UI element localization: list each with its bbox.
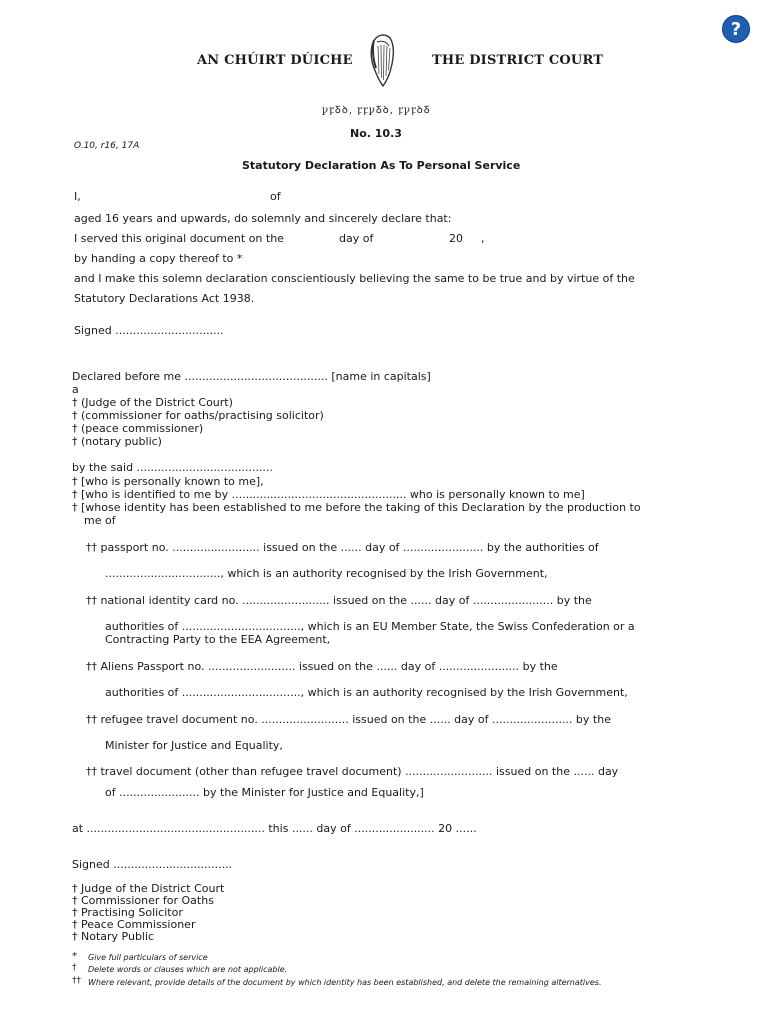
handing-copy-statement: by handing a copy thereof to * [74,252,243,265]
before-option-commissioner: † (commissioner for oaths/practising solicitor) [72,409,324,422]
officer-signature-line: Signed .................................. [72,858,233,871]
help-icon: ? [730,19,742,40]
passport-line: †† passport no. ......................... issued on the ...... day of ....................... by the authorities of [86,541,599,554]
passport-authority-line: ................................., which is an authority recognised by the Irish Government, [105,567,548,580]
by-the-said-line: by the said ....................................... [72,461,273,474]
aliens-passport-authority-line: authorities of .................................., which is an authority recognised by the Irish Government, [105,686,628,699]
footnote-mark-star: * [72,951,77,962]
footnote-mark-dagger: † [72,963,77,973]
act-reference: Statutory Declarations Act 1938. [74,292,255,305]
aliens-passport-line: †† Aliens Passport no. ......................... issued on the ...... day of ....................... by the [86,660,558,673]
gaelic-script-line: ꝩꝼꝽꝺ, ꝼꝼꝩꝽꝺ, ꝼꝩꝼꝺꝽ [322,105,431,116]
identity-option-identified: † [who is identified to me by .................................................. who is personally known to me] [72,488,585,501]
help-button[interactable] [722,15,750,43]
age-statement: aged 16 years and upwards, do solemnly and sincerely declare that: [74,212,452,225]
signatory-commissioner: † Commissioner for Oaths [72,894,214,907]
court-name-english: THE DISTRICT COURT [432,53,604,68]
declared-before-line: Declared before me ......................................... [name in capitals] [72,370,431,383]
national-id-authority-line: authorities of .................................., which is an EU Member State, the Swiss Confederation or a [105,620,635,633]
service-date-label: I served this original document on the [74,232,284,245]
before-option-judge: † (Judge of the District Court) [72,396,233,409]
harp-crest-icon [368,34,398,88]
form-title: Statutory Declaration As To Personal Service [242,159,521,172]
national-id-eea-line: Contracting Party to the EEA Agreement, [105,633,331,646]
service-comma: , [481,232,485,245]
signatory-judge: † Judge of the District Court [72,882,225,895]
national-id-line: †† national identity card no. ......................... issued on the ...... day of ....................... by the [86,594,592,607]
footnote-text-star: Give full particulars of service [88,953,208,962]
refugee-document-line: †† refugee travel document no. ......................... issued on the ...... day of ....................... by the [86,713,611,726]
identity-option-known: † [who is personally known to me], [72,475,264,488]
declarant-label: I, [74,190,81,203]
refugee-minister-line: Minister for Justice and Equality, [105,739,283,752]
before-option-peace-commissioner: † (peace commissioner) [72,422,204,435]
service-year-label: 20 [449,232,463,245]
address-label: of [270,190,281,203]
form-number: No. 10.3 [350,127,402,140]
signatory-peace-commissioner: † Peace Commissioner [72,918,196,931]
signatory-solicitor: † Practising Solicitor [72,906,183,919]
footnote-text-dagger: Delete words or clauses which are not applicable. [88,965,288,974]
travel-document-minister-line: of ....................... by the Minister for Justice and Equality,] [105,786,424,799]
place-date-line: at ................................................... this ...... day of ....................... 20 ...... [72,822,477,835]
service-day-of-label: day of [339,232,374,245]
footnote-text-double-dagger: Where relevant, provide details of the document by which identity has been established, and delete the remaining alternatives. [88,978,602,987]
before-option-notary: † (notary public) [72,435,162,448]
signatory-notary: † Notary Public [72,930,155,943]
declarant-signature-line: Signed ............................... [74,324,224,337]
order-rule-reference: O.10, r16, 17A [74,141,140,151]
identity-option-established-cont: me of [84,514,116,527]
footnote-mark-double-dagger: †† [72,976,81,986]
article-a: a [72,383,79,396]
travel-document-line: †† travel document (other than refugee travel document) ......................... issued on the ...... day [86,765,619,778]
identity-option-established: † [whose identity has been established to me before the taking of this Declaration by the production to [72,501,641,514]
court-name-irish: AN CHÚIRT DÚICHE [197,53,353,68]
solemn-declaration-statement: and I make this solemn declaration conscientiously believing the same to be true and by virtue of the [74,272,635,285]
